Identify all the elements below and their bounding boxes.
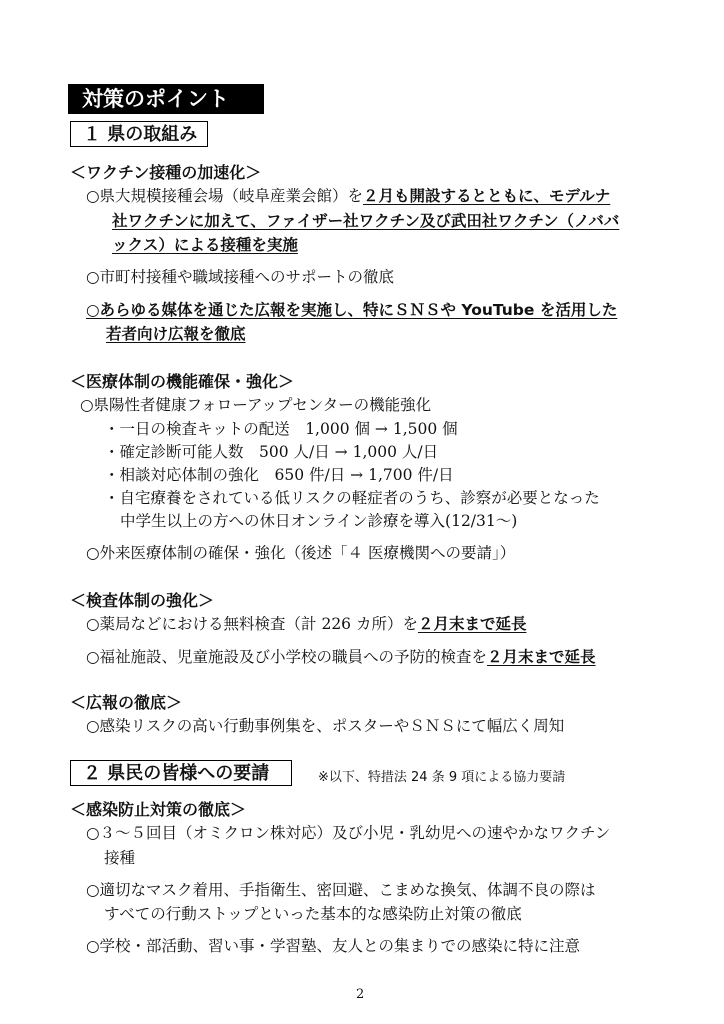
vaccine-item1-prefix: ○県大規模接種会場（岐阜産業会館）を xyxy=(86,187,364,205)
testing-heading: ＜検査体制の強化＞ xyxy=(70,591,215,610)
prevention-heading: ＜感染防止対策の徹底＞ xyxy=(70,800,247,819)
vaccine-item2: ○市町村接種や職域接種へのサポートの徹底 xyxy=(86,268,395,286)
section2-note: ※以下、特措法 24 条 9 項による協力要請 xyxy=(318,770,566,785)
page-title: 対策のポイント xyxy=(68,84,264,114)
medical-item2: ○外来医療体制の確保・強化（後述「４ 医療機関への要請」） xyxy=(86,544,516,562)
vaccine-item3-line2: 若者向け広報を徹底 xyxy=(106,325,246,343)
prevention-item1-line1: ○３～５回目（オミクロン株対応）及び小児・乳幼児への速やかなワクチン xyxy=(86,824,611,842)
vaccine-item1-bold: ２月も開設するとともに、モデルナ xyxy=(363,187,611,205)
vaccine-item1-line2: 社ワクチンに加えて、ファイザー社ワクチン及び武田社ワクチン（ノババ xyxy=(112,212,620,230)
medical-bullet3: ・相談対応体制の強化 650 件/日 → 1,700 件/日 xyxy=(104,466,454,484)
pr-item1: ○感染リスクの高い行動事例集を、ポスターやＳＮＳにて幅広く周知 xyxy=(86,717,565,735)
vaccine-item3-line1: ○あらゆる媒体を通じた広報を実施し、特にＳＮＳや YouTube を活用した xyxy=(86,301,618,319)
testing-item1-prefix: ○薬局などにおける無料検査（計 226 カ所）を xyxy=(86,615,418,633)
testing-item2 xyxy=(86,645,596,667)
section1-heading: １ 県の取組み xyxy=(70,121,208,147)
prevention-item1-line2: 接種 xyxy=(104,849,136,867)
medical-bullet2: ・確定診断可能人数 500 人/日 → 1,000 人/日 xyxy=(104,443,439,461)
testing-item1 xyxy=(86,612,526,634)
pr-heading: ＜広報の徹底＞ xyxy=(70,693,183,712)
prevention-item2-line1: ○適切なマスク着用、手指衛生、密回避、こまめな換気、体調不良の際は xyxy=(86,881,596,899)
page-number: 2 xyxy=(356,987,365,1002)
vaccine-item1-line3: ックス）による接種を実施 xyxy=(112,236,298,254)
testing-item1-bold: ２月末まで延長 xyxy=(417,615,527,633)
testing-item2-prefix: ○福祉施設、児童施設及び小学校の職員への予防的検査を xyxy=(86,648,488,666)
medical-bullet4-line2: 中学生以上の方への休日オンライン診療を導入(12/31～) xyxy=(120,512,518,530)
prevention-item3: ○学校・部活動、習い事・学習塾、友人との集まりでの感染に特に注意 xyxy=(86,937,581,955)
section2-heading: ２ 県民の皆様への要請 xyxy=(70,760,292,786)
medical-bullet4-line1: ・自宅療養をされている低リスクの軽症者のうち、診察が必要となった xyxy=(104,489,600,507)
medical-heading: ＜医療体制の機能確保・強化＞ xyxy=(70,372,295,391)
vaccine-heading: ＜ワクチン接種の加速化＞ xyxy=(70,163,262,182)
vaccine-item1-line1 xyxy=(86,184,610,206)
prevention-item2-line2: すべての行動ストップといった基本的な感染防止対策の徹底 xyxy=(104,905,522,923)
medical-item1: ○県陽性者健康フォローアップセンターの機能強化 xyxy=(80,396,432,414)
testing-item2-bold: ２月末まで延長 xyxy=(487,648,596,666)
medical-bullet1: ・一日の検査キットの配送 1,000 個 → 1,500 個 xyxy=(104,420,458,438)
